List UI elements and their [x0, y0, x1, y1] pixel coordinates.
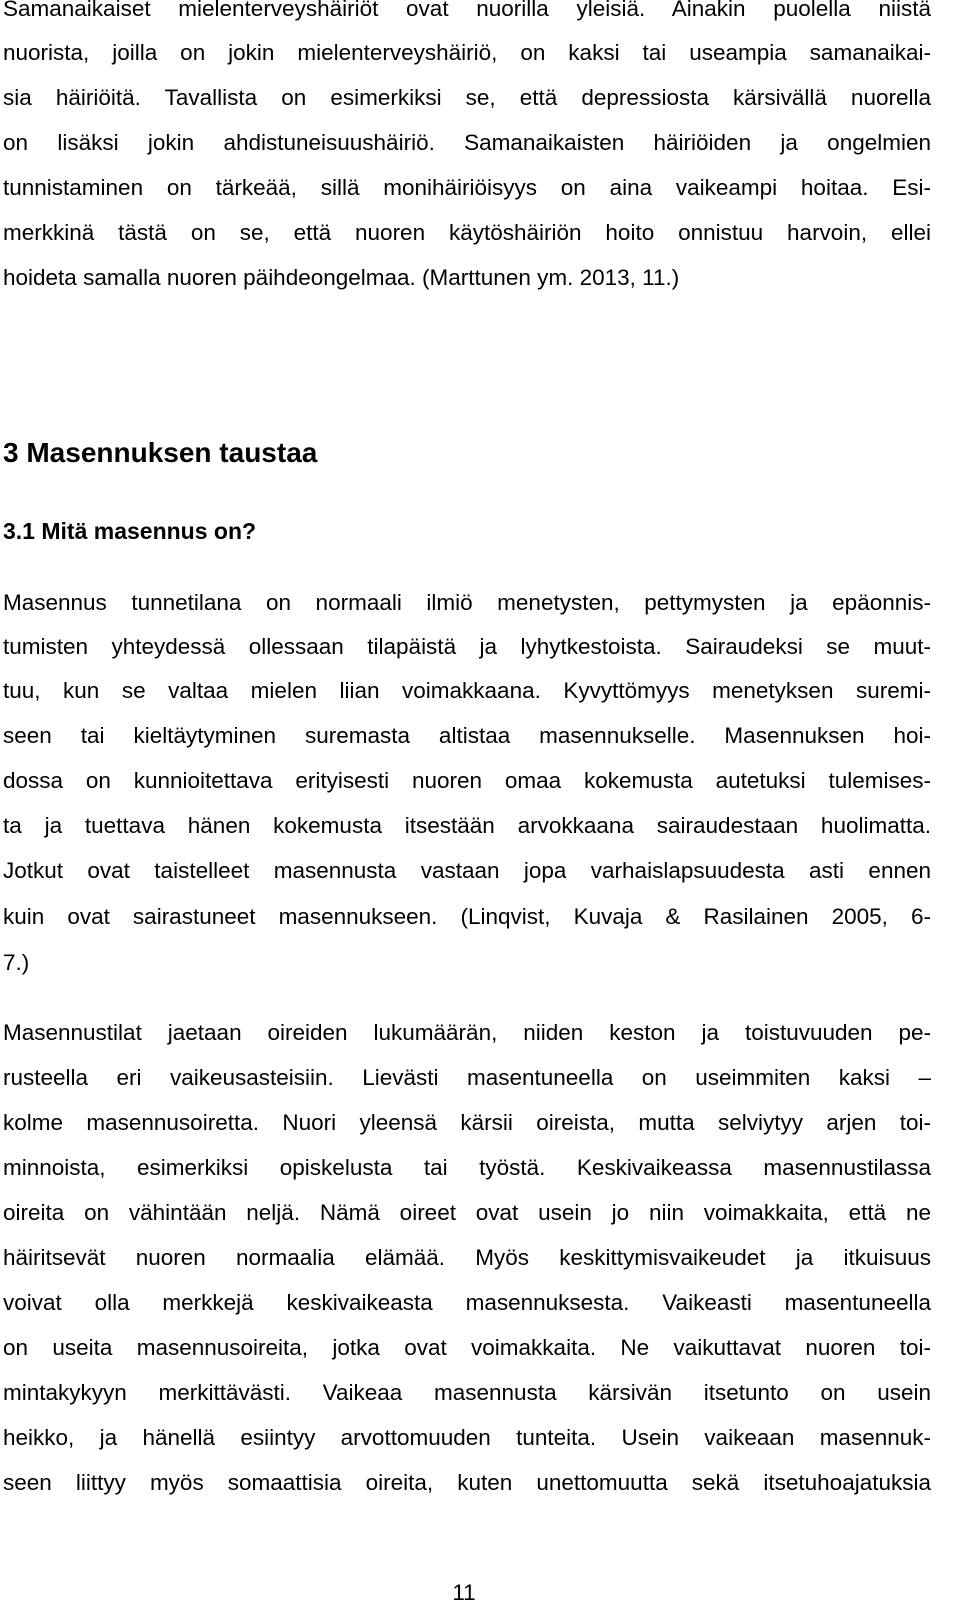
text-line: seen tai kieltäytyminen suremasta altistaa masennukselle. Masennuksen hoi- [3, 723, 931, 748]
text-line: tunnistaminen on tärkeää, sillä monihäiriöisyys on aina vaikeampi hoitaa. Esi- [3, 175, 931, 200]
text-line: hoideta samalla nuoren päihdeongelmaa. (Marttunen ym. 2013, 11.) [3, 265, 680, 290]
text-line: Masennustilat jaetaan oireiden lukumäärän, niiden keston ja toistuvuuden pe- [3, 1020, 931, 1045]
page-number: 11 [452, 1580, 476, 1605]
chapter-heading: 3 Masennuksen taustaa [3, 437, 318, 468]
text-line: tuu, kun se valtaa mielen liian voimakkaana. Kyvyttömyys menetyksen suremi- [3, 678, 931, 703]
text-line: on lisäksi jokin ahdistuneisuushäiriö. Samanaikaisten häiriöiden ja ongelmien [3, 130, 931, 155]
text-line: Masennus tunnetilana on normaali ilmiö menetysten, pettymysten ja epäonnis- [3, 590, 931, 615]
text-line: sia häiriöitä. Tavallista on esimerkiksi se, että depressiosta kärsivällä nuorella [3, 85, 931, 110]
text-line: kolme masennusoiretta. Nuori yleensä kärsii oireista, mutta selviytyy arjen toi- [3, 1110, 931, 1135]
text-line: heikko, ja hänellä esiintyy arvottomuuden tunteita. Usein vaikeaan masennuk- [3, 1425, 931, 1450]
text-line: oireita on vähintään neljä. Nämä oireet ovat usein jo niin voimakkaita, että ne [3, 1200, 931, 1225]
text-line: mintakykyyn merkittävästi. Vaikeaa masennusta kärsivän itsetunto on usein [3, 1380, 931, 1405]
text-line: on useita masennusoireita, jotka ovat voimakkaita. Ne vaikuttavat nuoren toi- [3, 1335, 931, 1360]
text-line: voivat olla merkkejä keskivaikeasta masennuksesta. Vaikeasti masentuneella [3, 1290, 931, 1315]
text-line: Samanaikaiset mielenterveyshäiriöt ovat nuorilla yleisiä. Ainakin puolella niistä [3, 0, 931, 21]
text-line: seen liittyy myös somaattisia oireita, kuten unettomuutta sekä itsetuhoajatuksia [3, 1470, 931, 1495]
text-line: rusteella eri vaikeusasteisiin. Lievästi masentuneella on useimmiten kaksi – [3, 1065, 931, 1090]
text-line: tumisten yhteydessä ollessaan tilapäistä ja lyhytkestoista. Sairaudeksi se muut- [3, 634, 931, 659]
text-line: nuorista, joilla on jokin mielenterveyshäiriö, on kaksi tai useampia samanaikai- [3, 40, 931, 65]
text-line: minnoista, esimerkiksi opiskelusta tai työstä. Keskivaikeassa masennustilassa [3, 1155, 931, 1180]
section-heading: 3.1 Mitä masennus on? [3, 518, 257, 544]
text-line: häiritsevät nuoren normaalia elämää. Myös keskittymisvaikeudet ja itkuisuus [3, 1245, 931, 1270]
text-line: kuin ovat sairastuneet masennukseen. (Linqvist, Kuvaja & Rasilainen 2005, 6- [3, 904, 931, 929]
text-line: ta ja tuettava hänen kokemusta itsestään arvokkaana sairaudestaan huolimatta. [3, 813, 931, 838]
text-line: dossa on kunnioitettava erityisesti nuoren omaa kokemusta autetuksi tulemises- [3, 768, 931, 793]
text-line: Jotkut ovat taistelleet masennusta vastaan jopa varhaislapsuudesta asti ennen [3, 858, 931, 883]
text-line: 7.) [3, 950, 30, 975]
text-line: merkkinä tästä on se, että nuoren käytöshäiriön hoito onnistuu harvoin, ellei [3, 220, 931, 245]
